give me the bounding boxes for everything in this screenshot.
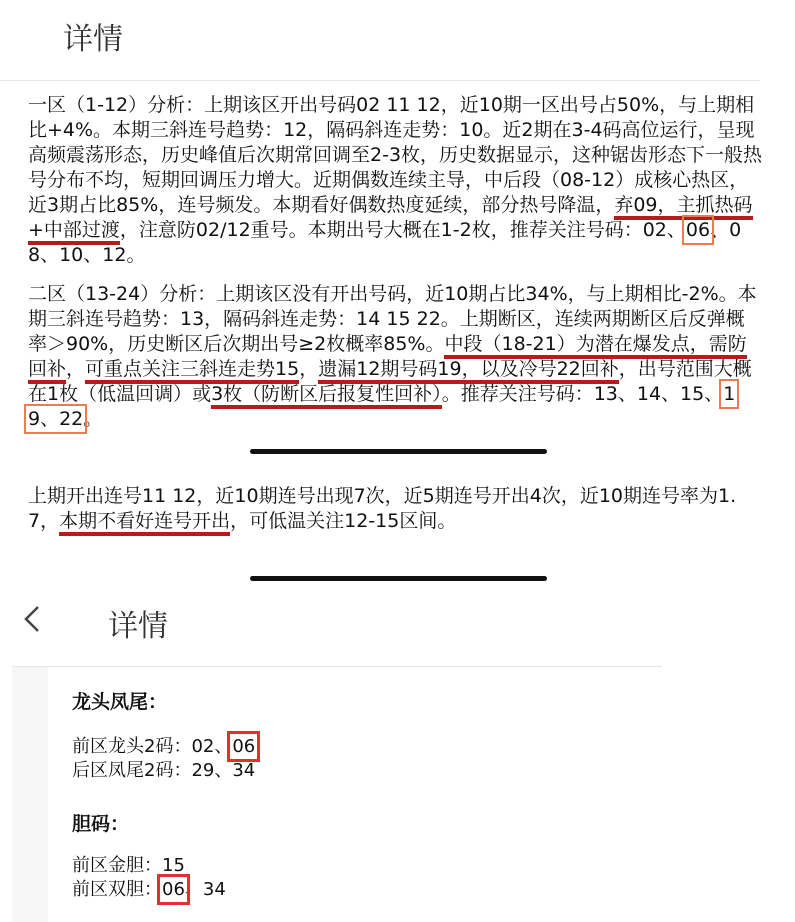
zone2-analysis — [28, 282, 763, 432]
zone1-text-c: 、08、10、12。 — [28, 219, 742, 266]
zone1-boxed-number: 06 — [685, 219, 711, 241]
dragon-tail-title: 龙头凤尾： — [72, 691, 168, 713]
double-dan-boxed: 06 — [162, 879, 185, 900]
header-divider — [0, 80, 760, 81]
back-phoenix-line: 后区凤尾2码：29、34 — [72, 760, 256, 781]
zone1-analysis — [28, 93, 763, 268]
consec-highlight: 本期不看好连号开出 — [59, 510, 230, 536]
zone2-boxed-numbers: 19、22 — [28, 383, 736, 430]
zone2-text-a: 二区（13-24）分析：上期该区没有开出号码，近10期占比34%，与上期相比-2%。本期三斜连号趋势：13，隔码斜连走势：14 15 22。上期断区，连续两期断区后反弹概率＞90%，历史断区后次期出号≥2枚概率85%。 — [28, 283, 757, 355]
consecutive-analysis — [28, 484, 763, 534]
page-title: 详情 — [63, 22, 123, 57]
zone1-text-b: ，注意防02/12重号。本期出号大概在1-2枚，推荐关注号码：02、 — [119, 219, 686, 241]
dan-title: 胆码： — [72, 813, 130, 835]
zone1-text-a: 一区（1-12）分析：上期该区开出号码02 11 12，近10期一区出号占50%，与上期相比+4%。本期三斜连号趋势：12，隔码斜连走势：10。近2期在3-4码高位运行，呈现高频震荡形态，历史峰值后次期常回调至2-3枚，历史数据显示，这种锯齿形态下一般热号分布不均，短期回调压力增大。近期偶数连续主导，中后段（08-12）成核心热区，近3期占比85%，连号频发。本期看好偶数热度延续，部分热号降温， — [28, 94, 763, 216]
zone1-highlight: 弃09，主抓热码+中部过渡 — [28, 194, 753, 245]
gold-dan-line: 前区金胆：15 — [72, 855, 185, 876]
zone2-text-f: 。 — [83, 408, 103, 430]
consec-text-b: ，可低温关注12-15区间。 — [230, 510, 457, 532]
zone2-highlight-1: 中段（18-21）为潜在爆发点，需防回补 — [28, 333, 747, 384]
zone2-highlight-2: 可重点关注三斜连走势15 — [85, 358, 299, 384]
left-accent-strip — [12, 667, 48, 922]
double-dan-label: 前区双胆： — [72, 879, 162, 900]
zone2-text-b: ， — [66, 358, 86, 380]
separator-bar — [250, 449, 547, 454]
double-dan-rest: 、34 — [184, 879, 226, 900]
double-dan-line — [72, 878, 226, 902]
front-dragon-label: 前区龙头2码：02、 — [72, 736, 233, 757]
front-dragon-boxed: 06 — [232, 736, 256, 757]
page-title-2: 详情 — [108, 609, 168, 644]
details-card — [12, 667, 662, 922]
zone2-text-e: 。推荐关注号码：13、14、15、 — [441, 383, 724, 405]
chevron-left-icon[interactable] — [20, 603, 44, 641]
separator-bar-2 — [250, 576, 547, 581]
zone2-text-d: ，出号范围大概在1枚（低温回调）或 — [28, 358, 752, 405]
front-dragon-line — [72, 735, 255, 759]
zone2-highlight-3: 遗漏12期号码19，以及冷号22回补 — [318, 358, 619, 384]
zone2-text-c: ， — [299, 358, 319, 380]
consec-text-a: 上期开出连号11 12，近10期连号出现7次，近5期连号开出4次，近10期连号率为1.7， — [28, 485, 737, 532]
zone2-highlight-4: 3枚（防断区后报复性回补） — [211, 383, 442, 409]
